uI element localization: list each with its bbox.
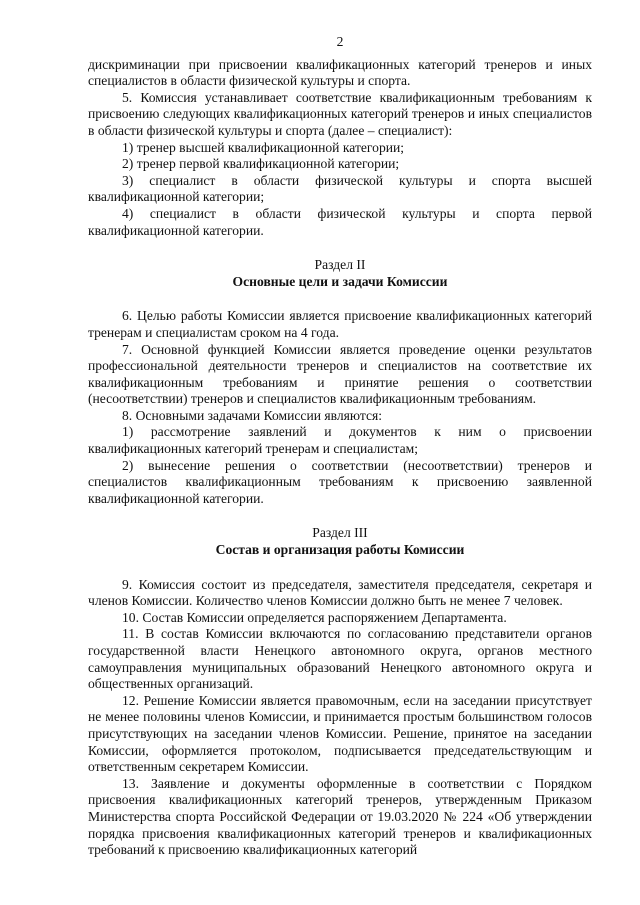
paragraph: дискриминации при присвоении квалификационных категорий тренеров и иных специалистов в области физической культуры и спорта. (88, 56, 592, 89)
paragraph: 10. Состав Комиссии определяется распоряжением Департамента. (122, 609, 507, 625)
section-label: Раздел III (312, 525, 368, 541)
paragraph: 7. Основной функцией Комиссии является проведение оценки результатов профессиональной деятельности тренеров и специалистов на соответствие их квалификационным требованиям и принятие решения о соответствии (несоответствии) тренеров и специалистов квалификационным требованиям. (88, 341, 592, 407)
list-item: 1) тренер высшей квалификационной категории; (122, 139, 405, 155)
page-number: 2 (336, 34, 344, 49)
section-title: Основные цели и задачи Комиссии (232, 273, 448, 289)
list-item: 3) специалист в области физической культуры и спорта высшей квалификационной категории; (88, 172, 592, 205)
list-item: 2) тренер первой квалификационной категории; (122, 156, 400, 172)
paragraph: 9. Комиссия состоит из председателя, заместителя председателя, секретаря и членов Комиссии. Количество членов Комиссии должно быть не менее 7 человек. (88, 576, 592, 609)
list-item: 2) вынесение решения о соответствии (несоответствии) тренеров и специалистов квалификационным требованиям к присвоению заявленной квалификационной категории. (88, 457, 592, 506)
paragraph: 6. Целью работы Комиссии является присвоение квалификационных категорий тренерам и специалистам сроком на 4 года. (88, 308, 592, 340)
paragraph: 11. В состав Комиссии включаются по согласованию представители органов государственной власти Ненецкого автономного округа, органов местного самоуправления муниципальных образований Ненецкого автономного округа и общественных организаций. (88, 626, 592, 692)
paragraph: 13. Заявление и документы оформленные в соответствии с Порядком присвоения квалификационных категорий тренеров, утвержденным Приказом Министерства спорта Российской Федерации от 19.03.2020 № 224 «Об утверждении порядка присвоения квалификационных категорий тренеров и квалификационных требований к присвоению квалификационных категорий (88, 775, 592, 858)
paragraph: 12. Решение Комиссии является правомочным, если на заседании присутствует не менее половины членов Комиссии, и принимается простым большинством голосов присутствующих на заседании членов Комиссии. Решение, принятое на заседании Комиссии, оформляется протоколом, подписывается председательствующим и ответственным секретарем Комиссии. (88, 692, 592, 775)
section-label: Раздел II (314, 257, 366, 273)
paragraph: 8. Основными задачами Комиссии являются: (122, 407, 383, 423)
section-title: Состав и организация работы Комиссии (215, 542, 465, 558)
paragraph: 5. Комиссия устанавливает соответствие квалификационным требованиям к присвоению следующих квалификационных категорий тренеров и иных специалистов в области физической культуры и спорта (далее – специалист): (88, 89, 592, 138)
list-item: 1) рассмотрение заявлений и документов к ним о присвоении квалификационных категорий тренерам и специалистам; (88, 424, 592, 457)
list-item: 4) специалист в области физической культуры и спорта первой квалификационной категории. (88, 205, 592, 238)
